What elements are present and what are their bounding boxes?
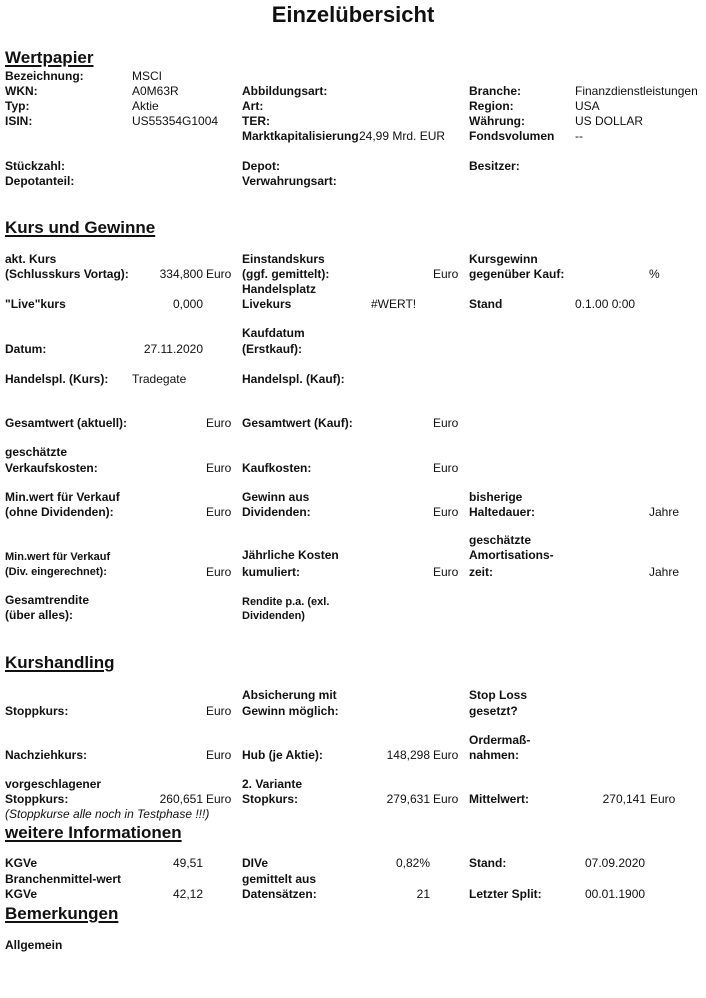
label-branchenmittelwert-1: Branchenmittel-wert: [5, 872, 122, 886]
label-stoppkurs: Stoppkurs:: [5, 704, 69, 718]
value-bezeichnung: MSCI: [132, 69, 162, 83]
label-depot: Depot:: [242, 159, 280, 173]
label-minwert-1: Min.wert für Verkauf: [5, 490, 120, 504]
unit-minwert-div: Euro: [206, 565, 232, 579]
value-fondsvolumen: --: [575, 129, 583, 143]
label-variante-1: 2. Variante: [242, 777, 303, 791]
label-live-kurs: "Live"kurs: [5, 297, 66, 311]
label-kursgewinn-1: Kursgewinn: [469, 252, 538, 266]
section-heading-kurshandling: Kurshandling: [5, 653, 115, 672]
label-gesamtwert-kauf: Gesamtwert (Kauf):: [242, 416, 353, 430]
value-stand-info: 07.09.2020: [585, 856, 646, 870]
value-isin: US55354G1004: [132, 114, 219, 128]
label-vorgeschlagener-stoppkurs-1: vorgeschlagener: [5, 777, 102, 791]
label-depotanteil: Depotanteil:: [5, 174, 75, 188]
unit-minwert: Euro: [206, 505, 232, 519]
unit-gesamtwert-kauf: Euro: [433, 416, 459, 430]
label-gewinn-dividenden-2: Dividenden:: [242, 505, 311, 519]
value-letzter-split: 00.01.1900: [585, 887, 646, 901]
value-vorgeschlagener-stoppkurs: 260,651: [159, 792, 203, 806]
value-region: USA: [575, 99, 600, 113]
label-fondsvolumen: Fondsvolumen: [469, 129, 555, 143]
label-stoploss-2: gesetzt?: [469, 704, 518, 718]
label-haltedauer-2: Haltedauer:: [469, 505, 536, 519]
label-absicherung-2: Gewinn möglich:: [242, 704, 339, 718]
label-minwert-2: (ohne Dividenden):: [5, 505, 114, 519]
unit-haltedauer: Jahre: [649, 505, 680, 519]
label-datensaetze-1: gemittelt aus: [242, 872, 317, 886]
label-kgve: KGVe: [5, 856, 38, 870]
label-stueckzahl: Stückzahl:: [5, 159, 66, 173]
unit-amortisation: Jahre: [649, 565, 680, 579]
label-kaufdatum-2: (Erstkauf):: [242, 342, 303, 356]
label-ordermassnahmen-2: nahmen:: [469, 748, 520, 762]
value-wkn: A0M63R: [132, 84, 179, 98]
value-hub: 148,298: [386, 748, 430, 762]
label-gesamtrendite-2: (über alles):: [5, 608, 74, 622]
unit-vorgeschlagener-stoppkurs: Euro: [206, 792, 232, 806]
label-handelsplatz-1: Handelsplatz: [242, 282, 317, 296]
label-typ: Typ:: [5, 99, 30, 113]
value-waehrung: US DOLLAR: [575, 114, 644, 128]
label-letzter-split: Letzter Split:: [469, 887, 542, 901]
label-kaufdatum-1: Kaufdatum: [242, 326, 305, 340]
section-heading-bemerkungen: Bemerkungen: [5, 904, 119, 923]
unit-kursgewinn: %: [649, 267, 660, 281]
value-marktkapitalisierung: 24,99 Mrd. EUR: [359, 129, 446, 143]
value-kgve: 49,51: [172, 856, 203, 870]
value-live-kurs: 0,000: [172, 297, 203, 311]
section-heading-weitere-informationen: weitere Informationen: [5, 823, 182, 842]
unit-kaufkosten: Euro: [433, 461, 459, 475]
label-stoploss-1: Stop Loss: [469, 688, 528, 702]
value-handelspl-kurs: Tradegate: [132, 372, 187, 386]
label-branchenmittelwert-2: KGVe: [5, 887, 38, 901]
value-datum: 27.11.2020: [143, 342, 203, 356]
value-typ: Aktie: [132, 99, 159, 113]
label-jaehrliche-kosten-1: Jährliche Kosten: [242, 548, 339, 562]
value-variante: 279,631: [386, 792, 430, 806]
label-akt-kurs-2: (Schlusskurs Vortag):: [5, 267, 129, 281]
label-handelspl-kauf: Handelspl. (Kauf):: [242, 372, 345, 386]
label-isin: ISIN:: [5, 114, 33, 128]
label-kursgewinn-2: gegenüber Kauf:: [469, 267, 565, 281]
label-einstandskurs-1: Einstandskurs: [242, 252, 325, 266]
value-branchenmittelwert: 42,12: [172, 887, 203, 901]
unit-stoppkurs: Euro: [206, 704, 232, 718]
value-dive: 0,82%: [395, 856, 430, 870]
label-datensaetze-2: Datensätzen:: [242, 887, 317, 901]
unit-jaehrliche-kosten: Euro: [433, 565, 459, 579]
label-amortisation-1: geschätzte: [469, 533, 532, 547]
label-nachziehkurs: Nachziehkurs:: [5, 748, 88, 762]
label-akt-kurs-1: akt. Kurs: [5, 252, 57, 266]
unit-nachziehkurs: Euro: [206, 748, 232, 762]
unit-verkaufskosten: Euro: [206, 461, 232, 475]
label-vorgeschlagener-stoppkurs-2: Stoppkurs:: [5, 792, 69, 806]
unit-mittelwert: Euro: [650, 792, 676, 806]
label-rendite-pa-2: Dividenden): [242, 610, 305, 622]
value-handelsplatz-livekurs: #WERT!: [371, 297, 417, 311]
label-ter: TER:: [242, 114, 270, 128]
value-stand: 0.1.00 0:00: [575, 297, 636, 311]
label-einstandskurs-2: (ggf. gemittelt):: [242, 267, 330, 281]
label-ordermassnahmen-1: Ordermaß-: [469, 733, 531, 747]
label-bezeichnung: Bezeichnung:: [5, 69, 84, 83]
section-heading-kurs-und-gewinne: Kurs und Gewinne: [5, 218, 156, 237]
unit-einstandskurs: Euro: [433, 267, 459, 281]
label-rendite-pa-1: Rendite p.a. (exl.: [242, 596, 330, 608]
label-amortisation-2: Amortisations-: [469, 548, 554, 562]
label-datum: Datum:: [5, 342, 47, 356]
label-abbildungsart: Abbildungsart:: [242, 84, 328, 98]
label-haltedauer-1: bisherige: [469, 490, 523, 504]
label-minwert-div-2: (Div. eingerechnet):: [5, 566, 107, 578]
label-verwahrungsart: Verwahrungsart:: [242, 174, 337, 188]
label-dive: DIVe: [242, 856, 269, 870]
unit-variante: Euro: [433, 792, 459, 806]
label-kaufkosten: Kaufkosten:: [242, 461, 312, 475]
label-stand-info: Stand:: [469, 856, 507, 870]
label-minwert-div-1: Min.wert für Verkauf: [5, 551, 111, 563]
label-besitzer: Besitzer:: [469, 159, 520, 173]
label-variante-2: Stopkurs:: [242, 792, 299, 806]
label-absicherung-1: Absicherung mit: [242, 688, 337, 702]
label-verkaufskosten-1: geschätzte: [5, 445, 68, 459]
unit-hub: Euro: [433, 748, 459, 762]
testphase-note: (Stoppkurse alle noch in Testphase !!!): [5, 807, 210, 821]
label-wkn: WKN:: [5, 84, 38, 98]
value-datensaetze: 21: [416, 887, 430, 901]
label-hub: Hub (je Aktie):: [242, 748, 323, 762]
label-marktkapitalisierung: Marktkapitalisierung: [242, 129, 359, 143]
value-mittelwert: 270,141: [602, 792, 646, 806]
unit-gewinn-dividenden: Euro: [433, 505, 459, 519]
label-region: Region:: [469, 99, 514, 113]
label-verkaufskosten-2: Verkaufskosten:: [5, 461, 98, 475]
label-branche: Branche:: [469, 84, 522, 98]
unit-akt-kurs: Euro: [206, 267, 232, 281]
label-mittelwert: Mittelwert:: [469, 792, 529, 806]
label-amortisation-3: zeit:: [469, 565, 493, 579]
label-jaehrliche-kosten-2: kumuliert:: [242, 565, 301, 579]
section-heading-wertpapier: Wertpapier: [5, 48, 94, 67]
page-title: Einzelübersicht: [271, 2, 435, 27]
label-gesamtwert-aktuell: Gesamtwert (aktuell):: [5, 416, 128, 430]
value-akt-kurs: 334,800: [159, 267, 203, 281]
label-waehrung: Währung:: [469, 114, 525, 128]
label-allgemein: Allgemein: [5, 938, 63, 952]
label-handelspl-kurs: Handelspl. (Kurs):: [5, 372, 109, 386]
label-stand: Stand: [469, 297, 503, 311]
label-gesamtrendite-1: Gesamtrendite: [5, 593, 90, 607]
unit-gesamtwert-aktuell: Euro: [206, 416, 232, 430]
label-gewinn-dividenden-1: Gewinn aus: [242, 490, 310, 504]
label-art: Art:: [242, 99, 264, 113]
value-branche: Finanzdienstleistungen: [575, 84, 698, 98]
label-handelsplatz-2: Livekurs: [242, 297, 292, 311]
